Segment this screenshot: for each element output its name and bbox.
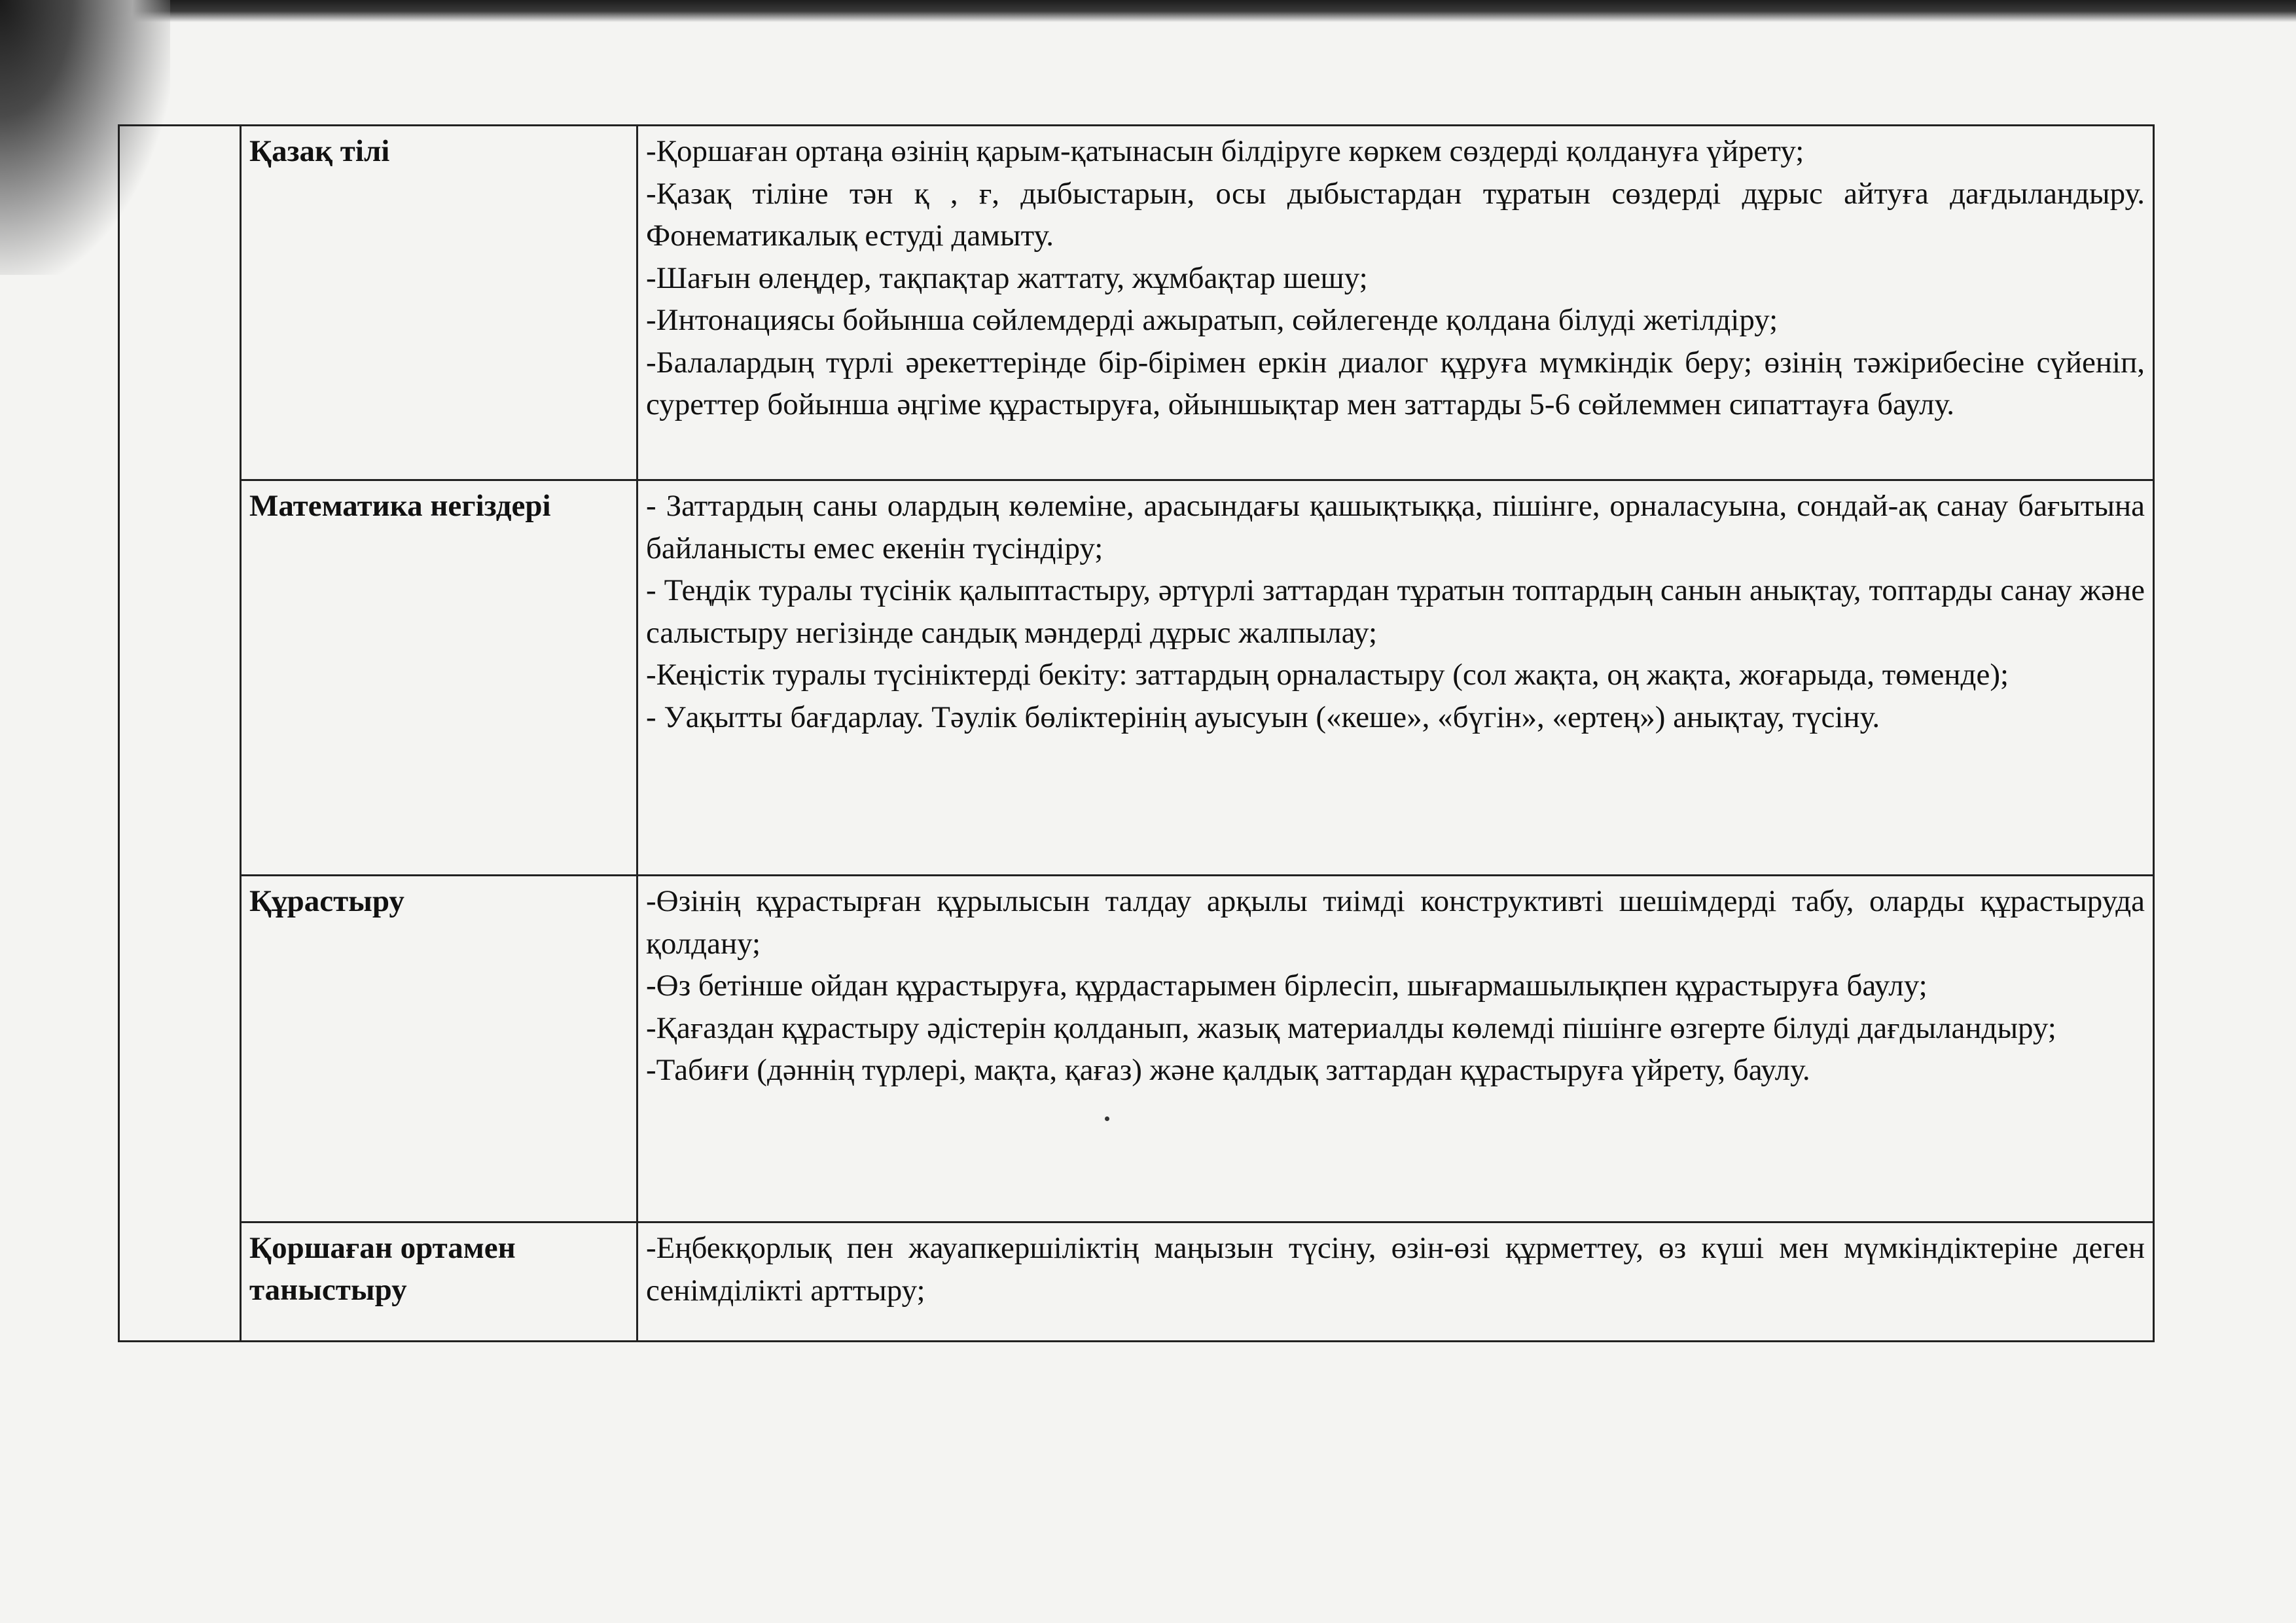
table-row <box>119 126 2154 480</box>
blank-left-cell <box>119 126 241 1342</box>
table-row <box>119 480 2154 876</box>
subject-cell: Қоршаған ортамен таныстыру <box>241 1222 637 1342</box>
subject-cell: Қазақ тілі <box>241 126 637 480</box>
goal-line: -Табиғи (дәннің түрлері, мақта, қағаз) және қалдық заттардан құрастыруға үйрету, баулу. <box>646 1053 1810 1087</box>
subject-cell: Математика негіздері <box>241 480 637 876</box>
goal-line: -Қазақ тіліне тән қ , ғ, дыбыстарын, осы дыбыстардан тұратын сөздерді дұрыс айтуға дағдыландыру. Фонематикалық естуді дамыту. <box>646 176 2145 253</box>
goals-cell <box>637 876 2154 1222</box>
pen-dot-mark <box>1105 1116 1109 1121</box>
scanner-shadow-top <box>0 0 2296 22</box>
goal-line: -Еңбекқорлық пен жауапкершіліктің маңызын түсіну, өзін-өзі құрметтеу, өз күші мен мүмкіндіктеріне деген сенімділікті арттыру; <box>646 1231 2145 1308</box>
goals-cell <box>637 480 2154 876</box>
goals-cell <box>637 1222 2154 1342</box>
goal-line: -Интонациясы бойынша сөйлемдерді ажыратып, сөйлегенде қолдана білуді жетілдіру; <box>646 303 1778 337</box>
goal-line: - Теңдік туралы түсінік қалыптастыру, әртүрлі заттардан тұратын топтардың санын анықтау, топтарды санау және салыстыру негізінде сандық мәндерді дұрыс жалпылау; <box>646 573 2145 650</box>
goal-line: -Балалардың түрлі әрекеттерінде бір-бірімен еркін диалог құруға мүмкіндік беру; өзінің тәжірибесіне сүйеніп, суреттер бойынша әңгіме құрастыруға, ойыншықтар мен заттарды 5-6 сөйлеммен сипаттауға баулу. <box>646 345 2145 421</box>
table-row <box>119 1222 2154 1342</box>
goals-cell <box>637 126 2154 480</box>
curriculum-table <box>118 124 2155 1342</box>
goal-line: -Өзінің құрастырған құрылысын талдау арқылы тиімді конструктивті шешімдерді табу, оларды құрастыруда қолдану; <box>646 884 2145 961</box>
subject-cell: Құрастыру <box>241 876 637 1222</box>
goal-line: - Уақытты бағдарлау. Тәулік бөліктерінің ауысуын («кеше», «бүгін», «ертең») анықтау, түсіну. <box>646 700 1880 734</box>
table-row <box>119 876 2154 1222</box>
goal-line: -Қағаздан құрастыру әдістерін қолданып, жазық материалды көлемді пішінге өзгерте білуді дағдыландыру; <box>646 1010 2056 1045</box>
goal-line: -Қоршаған ортаңа өзінің қарым-қатынасын білдіруге көркем сөздерді қолдануға үйрету; <box>646 134 1804 168</box>
goal-line: -Шағын өлеңдер, тақпақтар жаттату, жұмбақтар шешу; <box>646 260 1368 295</box>
goal-line: -Кеңістік туралы түсініктерді бекіту: заттардың орналастыру (сол жақта, оң жақта, жоғарыда, төменде); <box>646 658 2009 692</box>
goal-line: - Заттардың саны олардың көлеміне, арасындағы қашықтыққа, пішінге, орналасуына, сондай-ақ санау бағытына байланысты емес екенін түсіндіру; <box>646 489 2145 565</box>
goal-line: -Өз бетінше ойдан құрастыруға, құрдастарымен бірлесіп, шығармашылықпен құрастыруға баулу; <box>646 969 1928 1003</box>
